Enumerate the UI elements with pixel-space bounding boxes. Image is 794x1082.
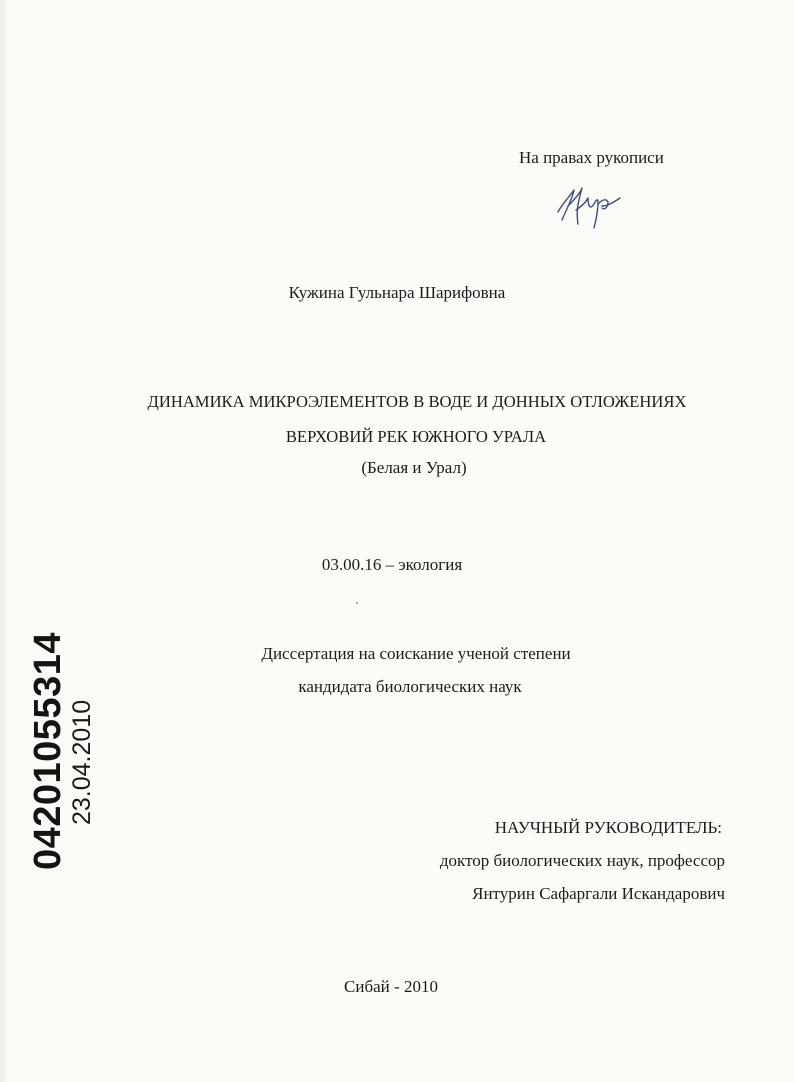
author-name: Кужина Гульнара Шарифовна [288, 283, 506, 302]
thesis-title-line-3: (Белая и Урал) [361, 458, 467, 477]
manuscript-rights-note: На правах рукописи [519, 148, 664, 167]
dissertation-purpose-line-1: Диссертация на соискание ученой степени [261, 644, 571, 663]
stamp-date: 23.04.2010 [68, 699, 96, 825]
thesis-title-line-2: ВЕРХОВИЙ РЕК ЮЖНОГО УРАЛА [285, 427, 547, 446]
stamp-number: 04201055314 [27, 632, 69, 870]
specialty-code: 03.00.16 – экология [321, 555, 463, 574]
author-signature [552, 176, 624, 236]
dissertation-purpose-line-2: кандидата биологических наук [298, 677, 522, 696]
speck-mark [356, 602, 358, 604]
supervisor-heading: НАУЧНЫЙ РУКОВОДИТЕЛЬ: [494, 818, 722, 837]
supervisor-degree: доктор биологических наук, профессор [439, 851, 725, 870]
supervisor-name: Янтурин Сафаргали Искандарович [472, 884, 725, 903]
thesis-title-line-1: ДИНАМИКА МИКРОЭЛЕМЕНТОВ В ВОДЕ И ДОННЫХ ОТЛОЖЕНИЯХ [147, 392, 687, 411]
city-year: Сибай - 2010 [344, 977, 438, 996]
page-edge-shadow [0, 0, 8, 1082]
